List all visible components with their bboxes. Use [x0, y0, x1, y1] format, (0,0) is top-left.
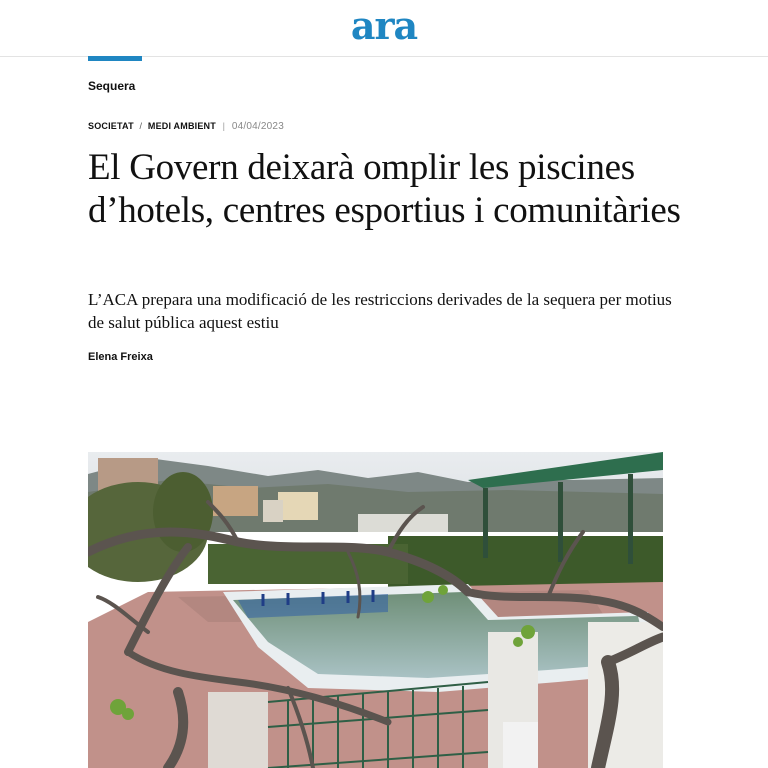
article-subheadline: L’ACA prepara una modificació de les restriccions derivades de la sequera per motius de salut pública aquest estiu	[88, 290, 672, 332]
article-main-photo[interactable]	[88, 452, 663, 768]
empty-pool-photo-illustration	[88, 452, 663, 768]
article-meta	[88, 121, 284, 132]
ara-logo[interactable]: ara	[350, 3, 418, 48]
author-link[interactable]: Elena Freixa	[88, 351, 153, 363]
section-accent-bar	[88, 56, 142, 61]
meta-pipe: |	[222, 121, 226, 131]
category-link-medi-ambient[interactable]: MEDI AMBIENT	[147, 121, 216, 131]
category-link-societat[interactable]: SOCIETAT	[88, 121, 134, 131]
publish-date: 04/04/2023	[231, 121, 284, 132]
section-link-sequera[interactable]: Sequera	[88, 79, 136, 93]
article-headline: El Govern deixarà omplir les piscines d’hotels, centres esportius i comunitàries	[88, 147, 681, 231]
category-separator: /	[139, 121, 143, 131]
site-header	[0, 0, 768, 57]
